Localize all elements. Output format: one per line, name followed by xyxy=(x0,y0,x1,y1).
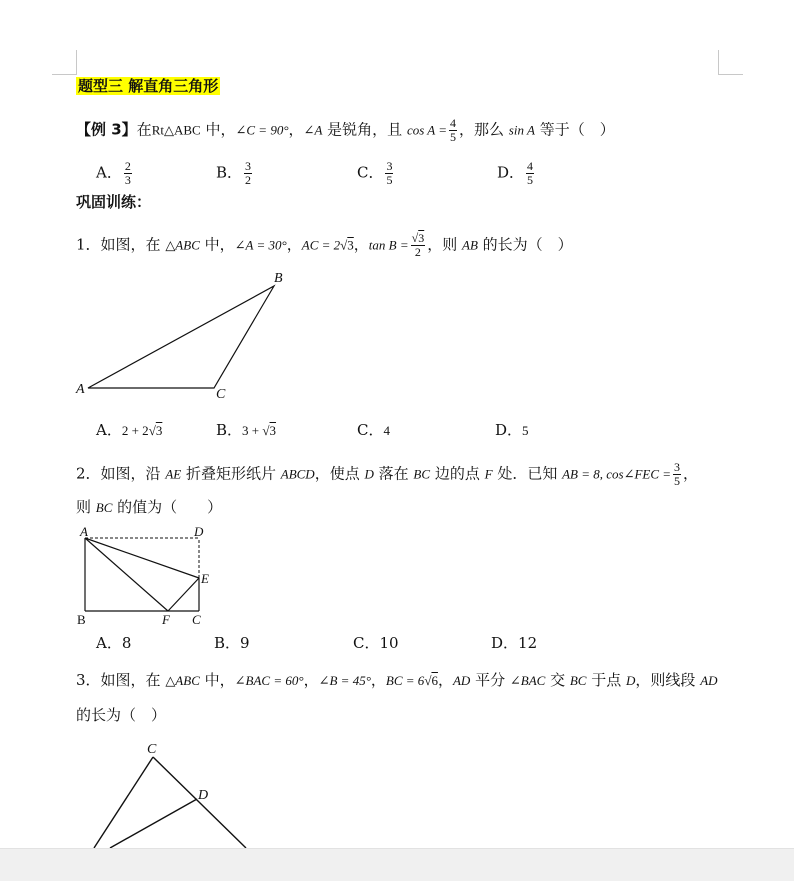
text: 是锐角，且 xyxy=(322,120,407,139)
text: 则 xyxy=(76,498,96,516)
fraction xyxy=(244,160,252,187)
denominator: 5 xyxy=(527,173,534,187)
option-c[interactable] xyxy=(357,160,395,187)
math: cos A = xyxy=(406,122,448,138)
option-label: D． xyxy=(495,421,523,439)
text: 边的点 xyxy=(430,464,485,483)
option-a[interactable] xyxy=(96,160,134,187)
math: △ABC xyxy=(165,237,200,253)
radicand: 3 xyxy=(347,237,354,253)
option-value: 8 xyxy=(121,634,132,652)
math: AD xyxy=(700,673,718,688)
math: tan B = xyxy=(368,237,409,253)
sqrt: √3 xyxy=(148,423,163,438)
math: AB xyxy=(462,237,478,253)
sqrt: √6 xyxy=(424,673,438,688)
example-tag: 【例 3】 xyxy=(76,120,137,139)
text: 处．已知 xyxy=(492,464,563,483)
segment-af xyxy=(85,538,168,611)
sqrt: √3 xyxy=(262,423,277,438)
option-value: 12 xyxy=(518,634,538,652)
math: ABCD xyxy=(280,466,315,482)
side-cb xyxy=(94,757,153,848)
math: F xyxy=(484,466,493,482)
vertex-label-b: B xyxy=(274,271,283,286)
question-1 xyxy=(76,232,573,259)
numerator: √3 xyxy=(411,231,425,245)
text: ， xyxy=(437,671,453,689)
label-e: E xyxy=(201,571,209,586)
math: △ABC xyxy=(165,673,200,688)
q1-triangle-figure xyxy=(74,270,304,400)
fraction xyxy=(526,160,534,187)
denominator: 5 xyxy=(674,474,681,488)
text: ，则 xyxy=(427,235,462,254)
q1-option-c[interactable] xyxy=(357,420,390,441)
math: ∠B = 45° xyxy=(318,673,371,688)
text: 3．如图，在 xyxy=(76,671,166,689)
question-2-line-2 xyxy=(76,497,222,518)
label-d: D xyxy=(194,524,204,539)
math: Rt△ABC xyxy=(151,122,201,138)
vertex-label-c: C xyxy=(216,387,226,402)
text: ， xyxy=(288,120,304,139)
option-label: D． xyxy=(497,163,525,182)
text: 落在 xyxy=(373,464,414,483)
text: 中， xyxy=(199,671,235,689)
example-question xyxy=(76,117,615,144)
question-3 xyxy=(76,670,718,691)
numerator: 2 xyxy=(124,159,131,173)
numerator: 3 xyxy=(245,159,252,173)
option-label: D． xyxy=(491,634,519,652)
math: ∠A xyxy=(303,122,323,138)
text: ， xyxy=(683,464,699,483)
denominator: 2 xyxy=(245,173,252,187)
denominator: 5 xyxy=(450,130,457,144)
option-value: 4 xyxy=(383,423,390,438)
option-label: A． xyxy=(96,421,122,439)
text: ， xyxy=(286,235,302,254)
radicand: 6 xyxy=(431,673,438,688)
math: BC = 6 xyxy=(385,673,425,688)
label-d: D xyxy=(198,788,209,803)
radicand: 3 xyxy=(155,423,163,438)
text: ，那么 xyxy=(459,120,509,139)
label-c: C xyxy=(192,612,201,627)
option-label: C． xyxy=(357,163,384,182)
math: AD xyxy=(452,673,471,688)
text: 中， xyxy=(200,120,236,139)
q2-option-a[interactable] xyxy=(96,633,131,653)
vertex-label-a: A xyxy=(76,382,85,397)
math: AC = 2 xyxy=(301,237,341,253)
sqrt: √3 xyxy=(340,237,354,253)
fraction xyxy=(673,461,681,488)
text: 的值为（ ） xyxy=(112,498,223,516)
text: 于点 xyxy=(586,671,627,689)
text: 交 xyxy=(545,671,570,689)
option-label: B． xyxy=(216,163,243,182)
question-3-line-2: 的长为（ ） xyxy=(76,706,167,724)
option-value: 2 + 2 xyxy=(121,423,149,438)
denominator: 2 xyxy=(414,245,421,259)
practice-heading: 巩固训练： xyxy=(76,193,152,211)
math: AB = 8, cos∠FEC = xyxy=(562,466,672,482)
text: 2．如图，沿 xyxy=(76,464,166,483)
option-b[interactable] xyxy=(216,160,254,187)
math: D xyxy=(626,673,636,688)
numerator: 3 xyxy=(386,159,393,173)
math: AE xyxy=(165,466,182,482)
option-value: 9 xyxy=(240,634,250,652)
triangle-abc xyxy=(88,286,274,388)
math: ∠C = 90° xyxy=(235,122,289,138)
option-label: B． xyxy=(214,634,241,652)
radicand: 3 xyxy=(269,423,277,438)
q3-triangle-figure xyxy=(80,740,280,850)
q2-option-d[interactable] xyxy=(491,633,537,653)
numerator: 3 xyxy=(674,460,681,474)
math: ∠A = 30° xyxy=(234,237,287,253)
q1-option-d[interactable] xyxy=(495,420,529,441)
margin-corner-marker xyxy=(718,50,743,75)
denominator: 5 xyxy=(386,173,393,187)
option-label: A． xyxy=(96,163,122,182)
option-value: 3 + xyxy=(242,423,263,438)
text: 中， xyxy=(199,235,235,254)
option-label: B． xyxy=(216,421,243,439)
margin-corner-marker xyxy=(52,50,77,75)
option-label: A． xyxy=(96,634,122,652)
section-title-line xyxy=(76,76,220,96)
q2-option-c[interactable] xyxy=(353,633,399,653)
numerator: 4 xyxy=(527,159,534,173)
option-d[interactable] xyxy=(497,160,536,187)
question-2 xyxy=(76,461,698,488)
fold-ae xyxy=(85,538,199,578)
section-title: 题型三 解直角三角形 xyxy=(78,77,219,95)
text: 的长为（ ） xyxy=(477,235,573,254)
math: BC xyxy=(413,466,431,482)
radicand: 3 xyxy=(418,231,425,245)
option-label: C． xyxy=(357,421,384,439)
status-bar xyxy=(0,848,794,881)
denominator: 3 xyxy=(124,173,131,187)
fraction xyxy=(411,232,426,259)
text: ， xyxy=(303,671,319,689)
segment-fe xyxy=(168,578,199,611)
segment-ad xyxy=(110,799,197,848)
fraction xyxy=(449,117,457,144)
math: BC xyxy=(569,673,587,688)
label-c: C xyxy=(147,742,157,757)
q2-option-b[interactable] xyxy=(214,633,250,653)
text: 1．如图，在 xyxy=(76,235,166,254)
fraction xyxy=(385,160,393,187)
math: ∠BAC xyxy=(509,673,546,688)
text: 等于（ ） xyxy=(534,120,615,139)
option-value: 5 xyxy=(522,423,529,438)
text: ，则线段 xyxy=(635,671,701,689)
math: ∠BAC = 60° xyxy=(234,673,304,688)
math: BC xyxy=(95,500,113,515)
numerator: 4 xyxy=(450,116,457,130)
q1-option-b[interactable] xyxy=(216,420,276,441)
text: 在 xyxy=(136,120,152,139)
text: ，使点 xyxy=(314,464,365,483)
option-value: 10 xyxy=(379,634,399,652)
q2-rectangle-figure xyxy=(74,522,234,632)
text: 平分 xyxy=(470,671,510,689)
math: D xyxy=(364,466,374,482)
text: ， xyxy=(370,671,386,689)
label-b: B xyxy=(77,612,86,627)
math: sin A xyxy=(508,122,535,138)
label-a: A xyxy=(80,524,88,539)
text: ， xyxy=(353,235,369,254)
fraction xyxy=(124,160,132,187)
label-f: F xyxy=(162,612,170,627)
q1-option-a[interactable] xyxy=(96,420,162,441)
option-label: C． xyxy=(353,634,380,652)
text: 折叠矩形纸片 xyxy=(181,464,281,483)
